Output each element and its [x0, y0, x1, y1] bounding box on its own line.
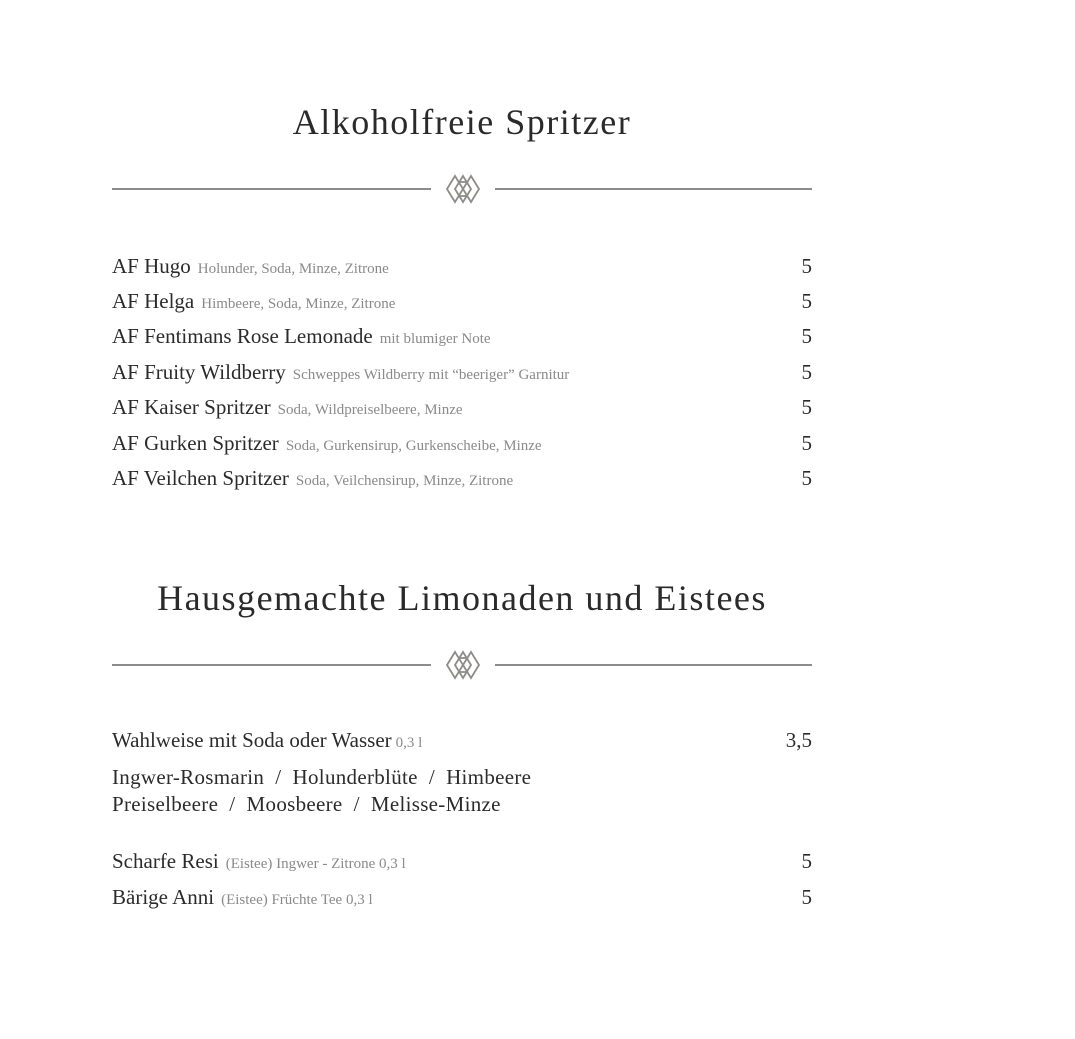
divider-line-left — [112, 188, 431, 190]
diamond-knot-icon — [444, 649, 482, 681]
item-name: AF Fruity Wildberry — [112, 360, 286, 384]
menu-item — [112, 395, 812, 421]
item-price: 5 — [801, 289, 812, 313]
item-price: 5 — [801, 849, 812, 873]
divider-line-right — [495, 188, 812, 190]
menu-item — [112, 466, 812, 492]
section-divider — [112, 173, 812, 205]
item-name: AF Helga — [112, 289, 195, 313]
item-name: Wahlweise mit Soda oder Wasser — [112, 728, 392, 752]
item-price: 3,5 — [785, 728, 812, 752]
item-description: Schweppes Wildberry mit “beeriger” Garnitur — [292, 367, 570, 383]
flavors-line: Ingwer-Rosmarin / Holunderblüte / Himbeere — [112, 765, 532, 789]
item-name: AF Gurken Spritzer — [112, 431, 279, 455]
item-name: Bärige Anni — [112, 885, 215, 909]
divider-line-right — [495, 664, 812, 666]
section-title-hausgemachte-limonaden: Hausgemachte Limonaden und Eistees — [157, 578, 767, 618]
section-title-alkoholfreie-spritzer: Alkoholfreie Spritzer — [292, 102, 632, 142]
item-price: 5 — [801, 324, 812, 348]
menu-item — [112, 885, 812, 911]
divider-line-left — [112, 664, 431, 666]
menu-item — [112, 324, 812, 350]
item-price: 5 — [801, 466, 812, 490]
flavors-line: Preiselbeere / Moosbeere / Melisse-Minze — [112, 792, 501, 816]
item-description: Soda, Wildpreiselbeere, Minze — [277, 402, 463, 418]
item-name: Scharfe Resi — [112, 849, 219, 873]
item-description: (Eistee) Früchte Tee 0,3 l — [221, 892, 373, 908]
menu-item — [112, 254, 812, 280]
item-price: 5 — [801, 360, 812, 384]
item-description: Soda, Gurkensirup, Gurkenscheibe, Minze — [285, 438, 542, 454]
item-price: 5 — [801, 885, 812, 909]
menu-item — [112, 431, 812, 457]
item-description: Soda, Veilchensirup, Minze, Zitrone — [295, 473, 514, 489]
diamond-knot-icon — [444, 173, 482, 205]
lemonade-item — [112, 728, 812, 754]
section-divider — [112, 649, 812, 681]
item-name: AF Hugo — [112, 254, 191, 278]
item-description: Himbeere, Soda, Minze, Zitrone — [201, 296, 396, 312]
menu-item — [112, 360, 812, 386]
item-volume: 0,3 l — [395, 735, 423, 751]
item-description: Holunder, Soda, Minze, Zitrone — [197, 261, 389, 277]
item-description: mit blumiger Note — [379, 331, 491, 347]
menu-item — [112, 849, 812, 875]
item-name: AF Veilchen Spritzer — [112, 466, 289, 490]
item-price: 5 — [801, 395, 812, 419]
item-name: AF Fentimans Rose Lemonade — [112, 324, 373, 348]
item-description: (Eistee) Ingwer - Zitrone 0,3 l — [225, 856, 406, 872]
item-name: AF Kaiser Spritzer — [112, 395, 271, 419]
item-price: 5 — [801, 254, 812, 278]
menu-item — [112, 289, 812, 315]
lemonade-flavors — [112, 764, 812, 818]
item-price: 5 — [801, 431, 812, 455]
